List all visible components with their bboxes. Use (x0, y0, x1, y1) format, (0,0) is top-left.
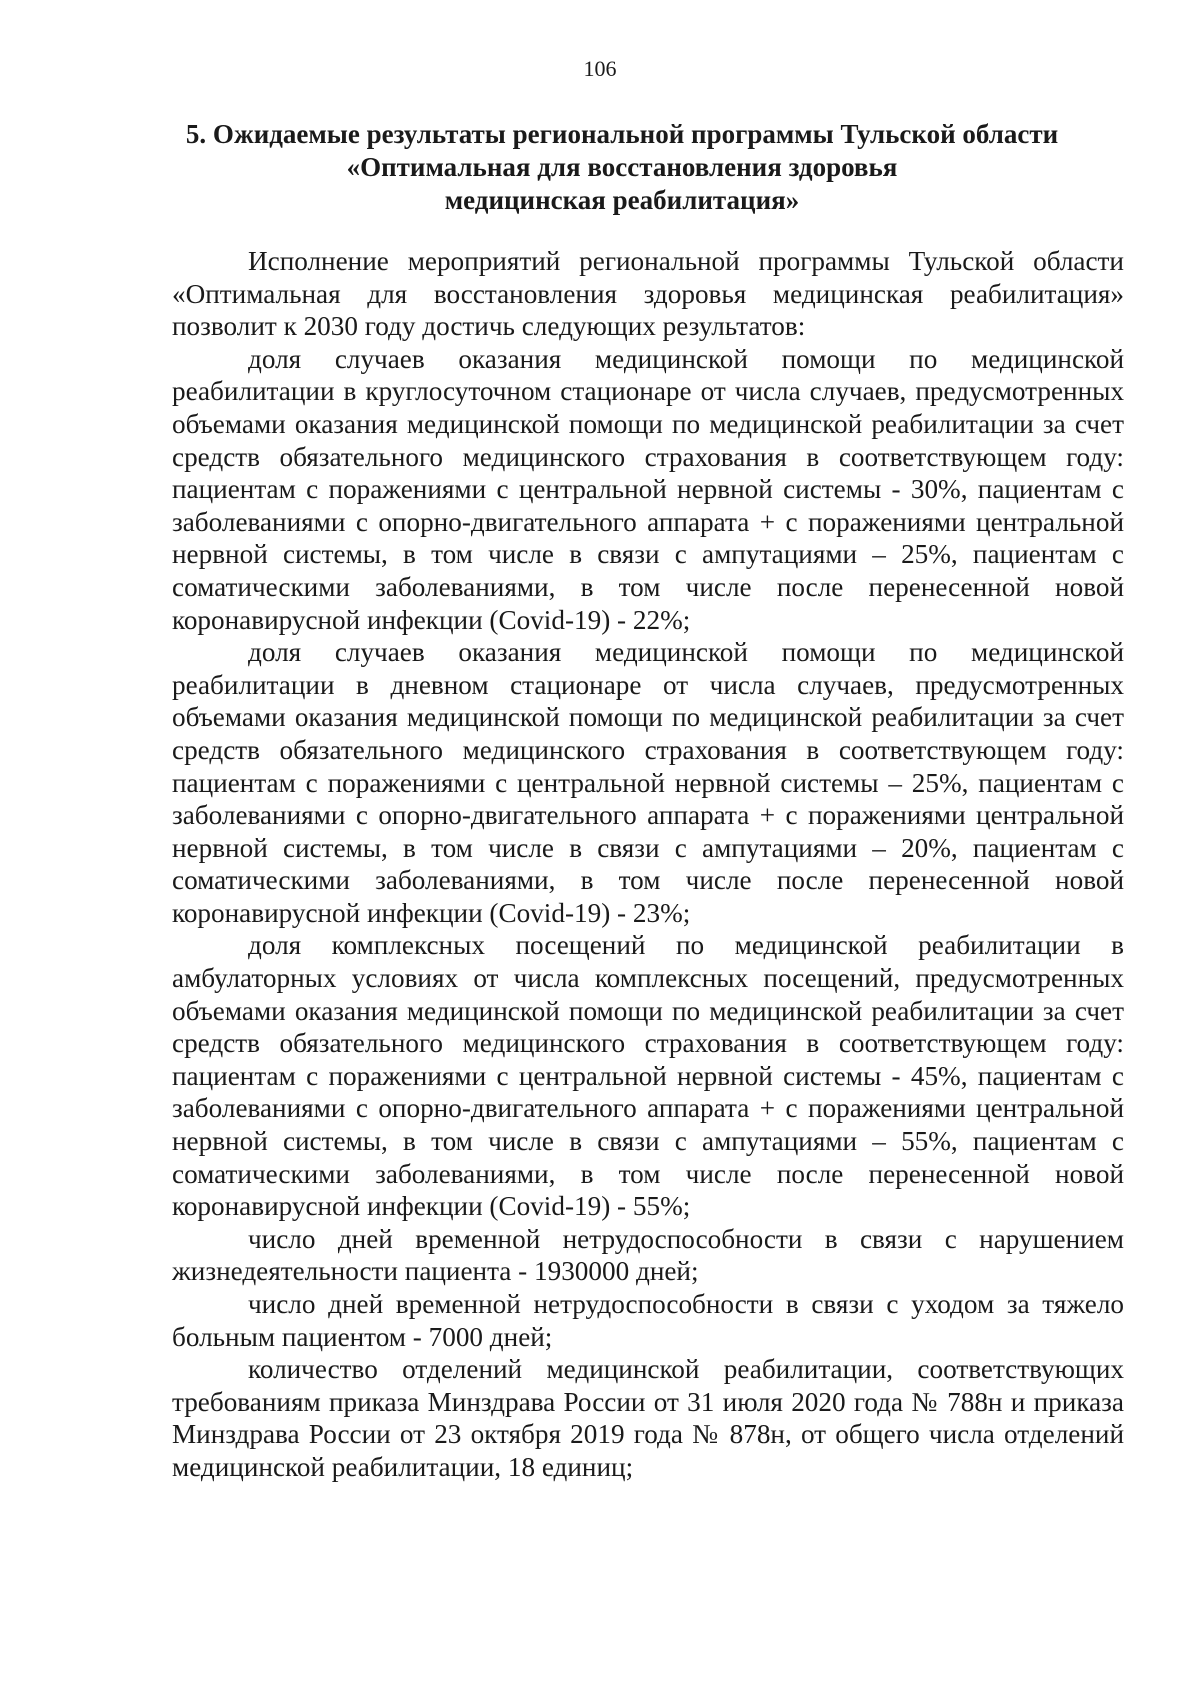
page-number: 106 (583, 56, 617, 81)
paragraph-round-the-clock-hospital: доля случаев оказания медицинской помощи по медицинской реабилитации в круглосуточном стационаре от числа случаев, предусмотренных объемами оказания медицинской помощи по медицинской реабилитации за счет средств обязательного медицинского страхования в соответствующем году: пациентам с поражениями с центральной нервной системы - 30%, пациентам с заболеваниями с опорно-двигательного аппарата + с поражениями центральной нервной системы, в том числе в связи с ампутациями – 25%, пациентам с соматическими заболеваниями, в том числе после перенесенной новой коронавирусной инфекции (Covid-19) - 22%; (172, 343, 1124, 635)
paragraph-intro: Исполнение мероприятий региональной программы Тульской области «Оптимальная для восстановления здоровья медицинская реабилитация» позволит к 2030 году достичь следующих результатов: (172, 246, 1124, 342)
paragraph-outpatient: доля комплексных посещений по медицинской реабилитации в амбулаторных условиях от числа комплексных посещений, предусмотренных объемами оказания медицинской помощи по медицинской реабилитации за счет средств обязательного медицинского страхования в соответствующем году: пациентам с поражениями с центральной нервной системы - 45%, пациентам с заболеваниями с опорно-двигательного аппарата + с поражениями центральной нервной системы, в том числе в связи с ампутациями – 55%, пациентам с соматическими заболеваниями, в том числе после перенесенной новой коронавирусной инфекции (Covid-19) - 55%; (172, 930, 1124, 1222)
section-title-line-1: 5. Ожидаемые результаты региональной программы Тульской области (185, 119, 1059, 149)
paragraph-care-days: число дней временной нетрудоспособности в связи с уходом за тяжело больным пациентом - 7000 дней; (172, 1289, 1124, 1352)
paragraph-day-hospital: доля случаев оказания медицинской помощи по медицинской реабилитации в дневном стационаре от числа случаев, предусмотренных объемами оказания медицинской помощи по медицинской реабилитации за счет средств обязательного медицинского страхования в соответствующем году: пациентам с поражениями с центральной нервной системы – 25%, пациентам с заболеваниями с опорно-двигательного аппарата + с поражениями центральной нервной системы, в том числе в связи с ампутациями – 20%, пациентам с соматическими заболеваниями, в том числе после перенесенной новой коронавирусной инфекции (Covid-19) - 23%; (172, 637, 1124, 928)
body-text (172, 245, 1124, 1484)
paragraph-rehab-departments: количество отделений медицинской реабилитации, соответствующих требованиям приказа Минздрава России от 31 июля 2020 года № 788н и приказа Минздрава России от 23 октября 2019 года № 878н, от общего числа отделений медицинской реабилитации, 18 единиц; (172, 1354, 1124, 1482)
section-title-line-3: медицинская реабилитация» (444, 185, 800, 215)
section-title-line-2: «Оптимальная для восстановления здоровья (346, 152, 898, 182)
section-title (140, 118, 1104, 217)
paragraph-disability-days: число дней временной нетрудоспособности в связи с нарушением жизнедеятельности пациента - 1930000 дней; (172, 1223, 1124, 1287)
